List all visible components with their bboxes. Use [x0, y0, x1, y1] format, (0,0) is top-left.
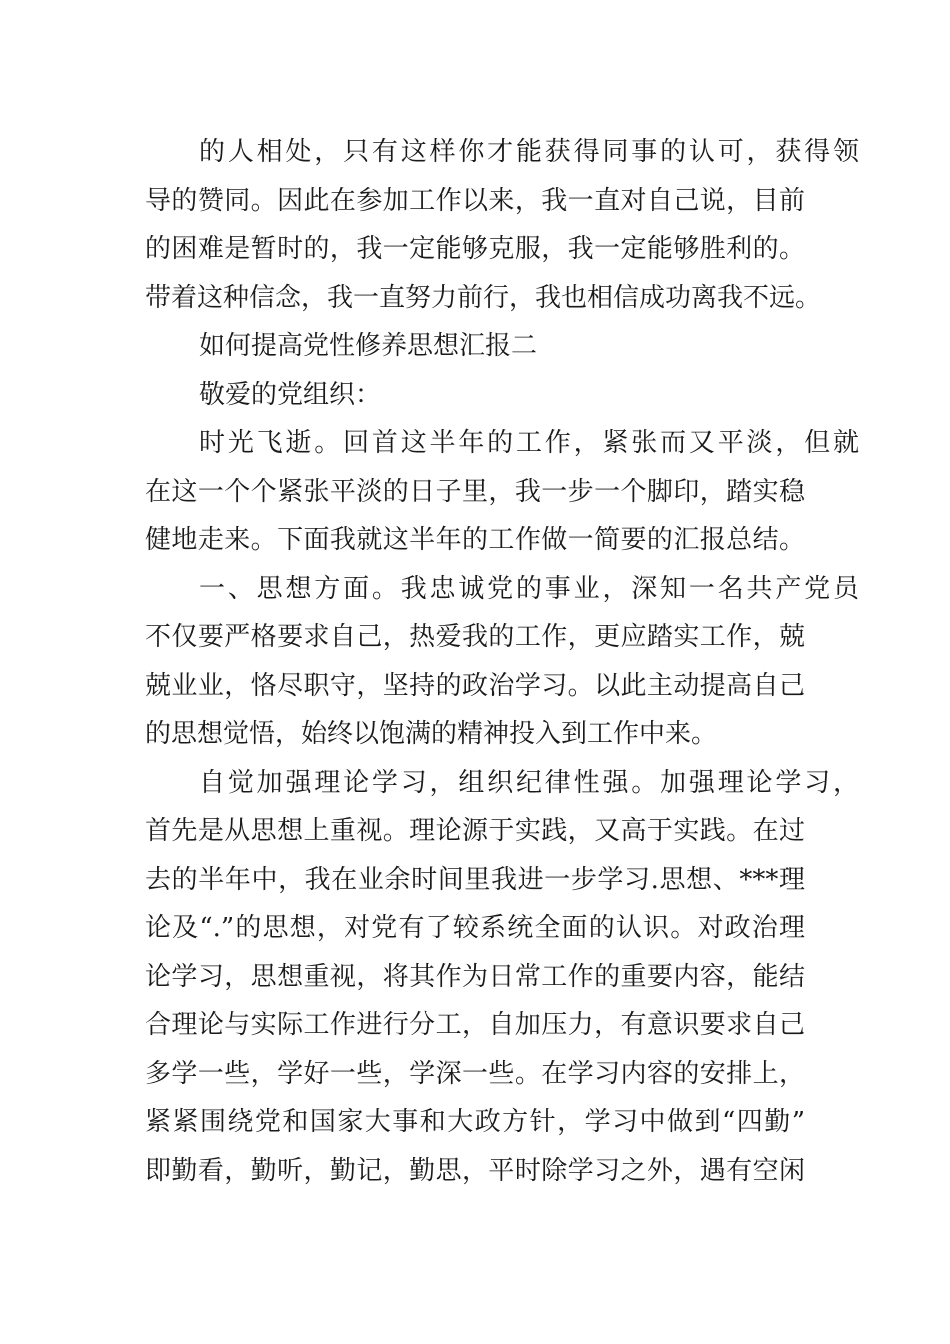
text-line: 健地走来。下面我就这半年的工作做一简要的汇报总结。 [145, 525, 805, 555]
text-line: 多学一些，学好一些，学深一些。在学习内容的安排上， [145, 1058, 805, 1089]
text-line: 合理论与实际工作进行分工，自加压力，有意识要求自己 [145, 1010, 805, 1040]
text-line: 去的半年中，我在业余时间里我进一步学习.思想、***理 [145, 864, 805, 895]
text-line: 首先是从思想上重视。理论源于实践，又高于实践。在过 [145, 816, 805, 846]
section-heading: 如何提高党性修养思想汇报二 [199, 331, 538, 361]
text-line: 的思想觉悟，始终以饱满的精神投入到工作中来。 [145, 719, 718, 749]
text-line: 自觉加强理论学习，组织纪律性强。加强理论学习， [199, 767, 859, 798]
text-line: 紧紧围绕党和国家大事和大政方针，学习中做到“四勤” [145, 1107, 805, 1137]
document-body [145, 128, 859, 1195]
text-line: 导的赞同。因此在参加工作以来，我一直对自己说，目前 [145, 185, 805, 216]
text-line: 在这一个个紧张平淡的日子里，我一步一个脚印，踏实稳 [145, 476, 805, 507]
text-line: 即勤看，勤听，勤记，勤思，平时除学习之外，遇有空闲 [145, 1155, 805, 1186]
text-line: 带着这种信念，我一直努力前行，我也相信成功离我不远。 [145, 282, 822, 313]
text-line: 兢业业，恪尽职守，坚持的政治学习。以此主动提高自己 [145, 670, 805, 701]
salutation: 敬爱的党组织： [199, 379, 382, 410]
text-line: 时光飞逝。回首这半年的工作，紧张而又平淡，但就 [199, 428, 859, 458]
text-line: 的困难是暂时的，我一定能够克服，我一定能够胜利的。 [145, 234, 805, 264]
text-line: 一、思想方面。我忠诚党的事业，深知一名共产党员 [199, 573, 859, 604]
text-line: 不仅要严格要求自己，热爱我的工作，更应踏实工作，兢 [145, 622, 805, 652]
text-line: 论学习，思想重视，将其作为日常工作的重要内容，能结 [145, 961, 805, 992]
text-line: 论及“.”的思想，对党有了较系统全面的认识。对政治理 [145, 913, 805, 943]
text-line: 的人相处，只有这样你才能获得同事的认可，获得领 [199, 137, 859, 167]
